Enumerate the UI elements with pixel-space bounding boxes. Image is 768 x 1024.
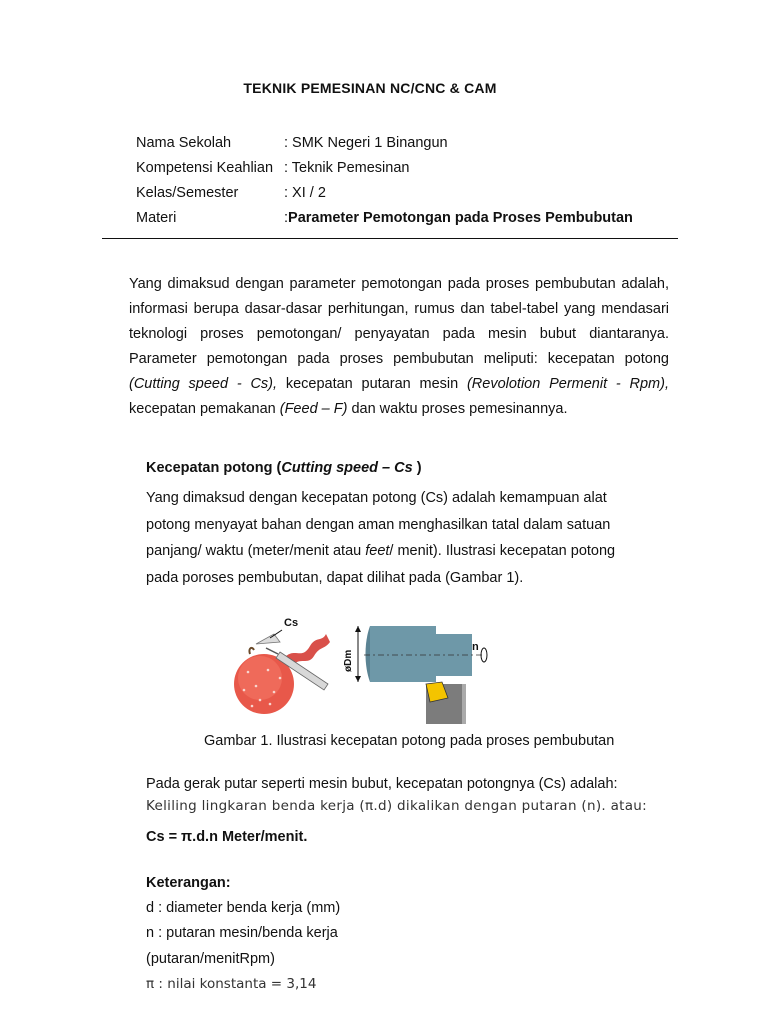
figure-caption: Gambar 1. Ilustrasi kecepatan potong pada proses pembubutan [204, 733, 615, 749]
speed-explanation: Keliling lingkaran benda kerja (π.d) dikalikan dengan putaran (n). atau: [146, 798, 648, 814]
meta-value: Parameter Pemotongan pada Proses Pembubutan [288, 210, 633, 226]
heading-text: Kecepatan potong ( [146, 460, 282, 476]
meta-row-material [136, 206, 633, 231]
document-title [0, 80, 768, 96]
intro-italic: (Cutting speed - Cs), [129, 376, 278, 392]
section-italic: feet [365, 543, 390, 559]
legend-item: n : putaran mesin/benda kerja [146, 925, 338, 941]
intro-text: Yang dimaksud dengan parameter pemotongan pada proses pembubutan adalah, informasi berupa dasar-dasar perhitungan, rumus dan tabel-tabel yang mendasari teknologi proses pemotongan/ penyayatan pada mesin bubut diantaranya. Parameter pemotongan pada proses pembubutan meliputi: kecepatan potong [129, 276, 669, 367]
rotation-label: n [472, 641, 479, 653]
section-heading [146, 460, 422, 476]
meta-value: : XI / 2 [284, 185, 326, 201]
intro-italic: (Revolotion Permenit - Rpm), [466, 376, 669, 392]
cutting-speed-formula: Cs = π.d.n Meter/menit. [146, 829, 308, 845]
meta-label: Materi [136, 210, 177, 226]
legend-item: d : diameter benda kerja (mm) [146, 900, 341, 916]
header-divider [102, 238, 678, 239]
meta-label: Kelas/Semester [136, 185, 239, 201]
section-text: / menit). Ilustrasi kecepatan potong pada poroses pembubutan, dapat dilihat pada (Gambar 1). [146, 543, 616, 586]
cutting-speed-figure [230, 612, 502, 724]
legend-item: π : nilai konstanta = 3,14 [146, 976, 317, 992]
meta-label: Nama Sekolah [136, 135, 232, 151]
meta-value: : SMK Negeri 1 Binangun [284, 135, 448, 151]
intro-paragraph [129, 272, 669, 422]
meta-value: : Teknik Pemesinan [284, 160, 410, 176]
meta-row-class [136, 181, 633, 206]
legend-heading: Keterangan: [146, 875, 231, 891]
cutting-tool-illustration [426, 682, 466, 724]
cs-label: Cs [284, 617, 299, 629]
diameter-label: øDm [343, 649, 354, 672]
workpiece-illustration [364, 626, 482, 682]
meta-row-school [136, 131, 633, 156]
intro-text: kecepatan pemakanan [129, 401, 280, 417]
title-text: TEKNIK PEMESINAN NC/CNC & CAM [243, 80, 497, 96]
speed-paragraph: Pada gerak putar seperti mesin bubut, kecepatan potongnya (Cs) adalah: [146, 776, 618, 792]
intro-italic: (Feed – F) [279, 401, 348, 417]
intro-text: kecepatan putaran mesin [277, 376, 467, 392]
meta-value-prefix: : [284, 210, 289, 226]
meta-label: Kompetensi Keahlian [136, 160, 274, 176]
intro-text: dan waktu proses pemesinannya. [347, 401, 568, 417]
section-paragraph [146, 485, 649, 591]
heading-text: ) [412, 460, 422, 476]
legend-item: (putaran/menitRpm) [146, 951, 275, 967]
section-text: Yang dimaksud dengan kecepatan potong (Cs) adalah kemampuan alat potong menyayat bahan dengan aman menghasilkan tatal dalam satuan panjang/ waktu (meter/menit atau [146, 490, 611, 559]
meta-table [136, 131, 633, 231]
heading-italic: Cutting speed – Cs [281, 460, 413, 476]
meta-row-competency [136, 156, 633, 181]
diameter-dimension [343, 626, 361, 682]
